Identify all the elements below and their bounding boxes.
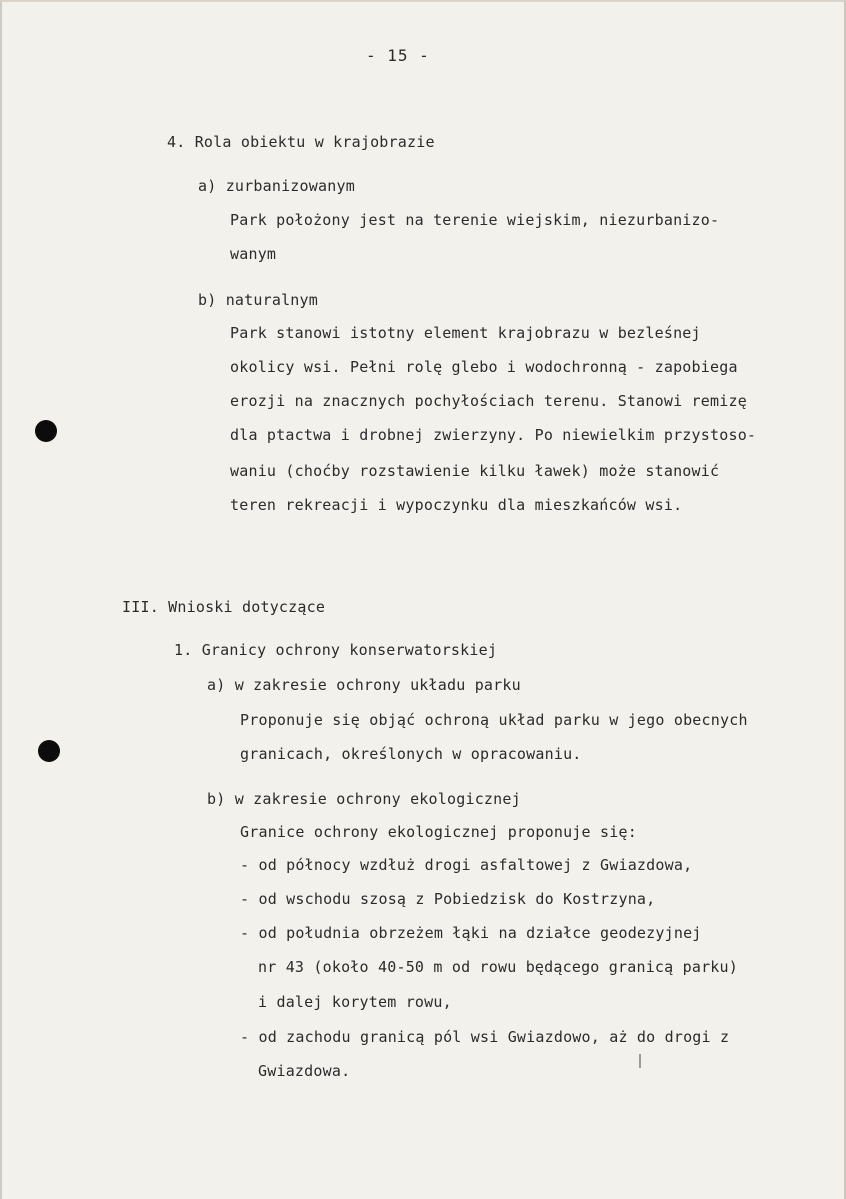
subsection-a-heading: a) w zakresie ochrony układu parku	[207, 676, 521, 694]
list-item: - od południa obrzeżem łąki na działce geodezyjnej	[240, 924, 702, 942]
subsection-1-heading: 1. Granicy ochrony konserwatorskiej	[174, 641, 498, 659]
text-line: dla ptactwa i drobnej zwierzyny. Po niewielkim przystoso-	[230, 426, 757, 444]
text-line: Granice ochrony ekologicznej proponuje się:	[240, 823, 637, 841]
text-line: teren rekreacji i wypoczynku dla mieszkańców wsi.	[230, 496, 683, 514]
list-item-continuation: i dalej korytem rowu,	[258, 993, 452, 1011]
page-number: - 15 -	[366, 46, 430, 65]
text-line: Park położony jest na terenie wiejskim, niezurbanizo-	[230, 211, 720, 229]
punch-hole	[38, 740, 60, 762]
text-line: waniu (choćby rozstawienie kilku ławek) może stanowić	[230, 462, 720, 480]
list-item: - od wschodu szosą z Pobiedzisk do Kostrzyna,	[240, 890, 656, 908]
text-line: okolicy wsi. Pełni rolę glebo i wodochronną - zapobiega	[230, 358, 738, 376]
text-line: granicach, określonych w opracowaniu.	[240, 745, 582, 763]
pen-mark	[639, 1054, 641, 1068]
subsection-a-heading: a) zurbanizowanym	[198, 177, 355, 195]
subsection-b-heading: b) naturalnym	[198, 291, 318, 309]
text-line: wanym	[230, 245, 277, 263]
text-line: Proponuje się objąć ochroną układ parku w jego obecnych	[240, 711, 748, 729]
list-item: - od północy wzdłuż drogi asfaltowej z Gwiazdowa,	[240, 856, 693, 874]
list-item-continuation: nr 43 (około 40-50 m od rowu będącego granicą parku)	[258, 958, 738, 976]
list-item-continuation: Gwiazdowa.	[258, 1062, 351, 1080]
subsection-b-heading: b) w zakresie ochrony ekologicznej	[207, 790, 521, 808]
list-item: - od zachodu granicą pól wsi Gwiazdowo, aż do drogi z	[240, 1028, 730, 1046]
section-heading-iii: III. Wnioski dotyczące	[122, 598, 326, 616]
text-line: erozji na znacznych pochyłościach terenu. Stanowi remizę	[230, 392, 747, 410]
text-line: Park stanowi istotny element krajobrazu w bezleśnej	[230, 324, 701, 342]
punch-hole	[35, 420, 57, 442]
section-heading-4: 4. Rola obiektu w krajobrazie	[167, 133, 435, 151]
